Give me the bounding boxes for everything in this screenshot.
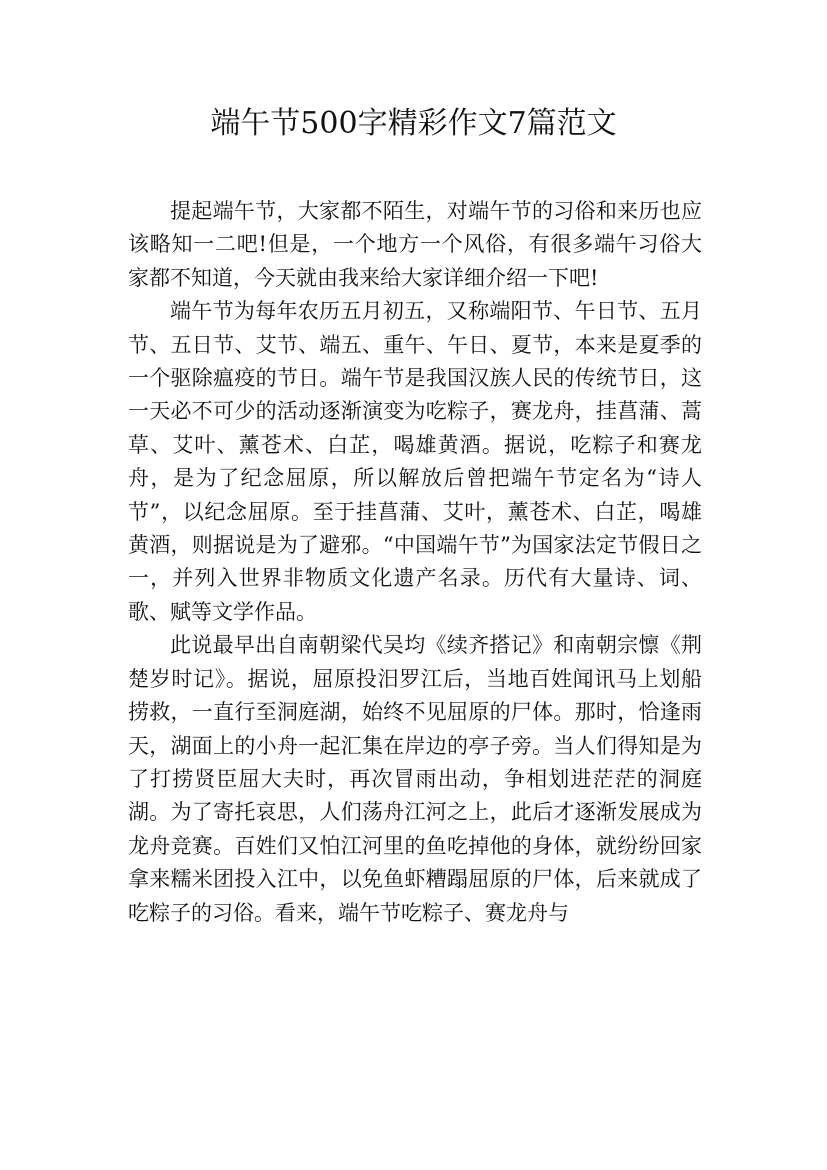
paragraph-origin-legend: 此说最早出自南朝梁代吴均《续齐搭记》和南朝宗懔《荆楚岁时记》。据说，屈原投汨罗江后，当地百姓闻讯马上划船捞救，一直行至洞庭湖，始终不见屈原的尸体。那时，恰逢雨天，湖面上的小舟一起汇集在岸边的亭子旁。当人们得知是为了打捞贤臣屈大夫时，再次冒雨出动，争相划进茫茫的洞庭湖。为了寄托哀思，人们荡舟江河之上，此后才逐渐发展成为龙舟竞赛。百姓们又怕江河里的鱼吃掉他的身体，就纷纷回家拿来糯米团投入江中，以免鱼虾糟蹋屈原的尸体，后来就成了吃粽子的习俗。看来，端午节吃粽子、赛龙舟与 [128, 633, 702, 925]
paragraph-intro: 提起端午节，大家都不陌生，对端午节的习俗和来历也应该略知一二吧!但是，一个地方一个风俗，有很多端午习俗大家都不知道，今天就由我来给大家详细介绍一下吧! [128, 199, 702, 290]
paragraph-festival-overview: 端午节为每年农历五月初五，又称端阳节、午日节、五月节、五日节、艾节、端五、重午、午日、夏节，本来是夏季的一个驱除瘟疫的节日。端午节是我国汉族人民的传统节日，这一天必不可少的活动逐渐演变为吃粽子，赛龙舟，挂菖蒲、蒿草、艾叶、薰苍术、白芷，喝雄黄酒。据说，吃粽子和赛龙舟，是为了纪念屈原，所以解放后曾把端午节定名为“诗人节”，以纪念屈原。至于挂菖蒲、艾叶，薰苍术、白芷，喝雄黄酒，则据说是为了避邪。“中国端午节”为国家法定节假日之一，并列入世界非物质文化遗产名录。历代有大量诗、词、歌、赋等文学作品。 [128, 299, 702, 624]
document-body [128, 195, 702, 930]
document-title: 端午节500字精彩作文7篇范文 [210, 106, 617, 141]
